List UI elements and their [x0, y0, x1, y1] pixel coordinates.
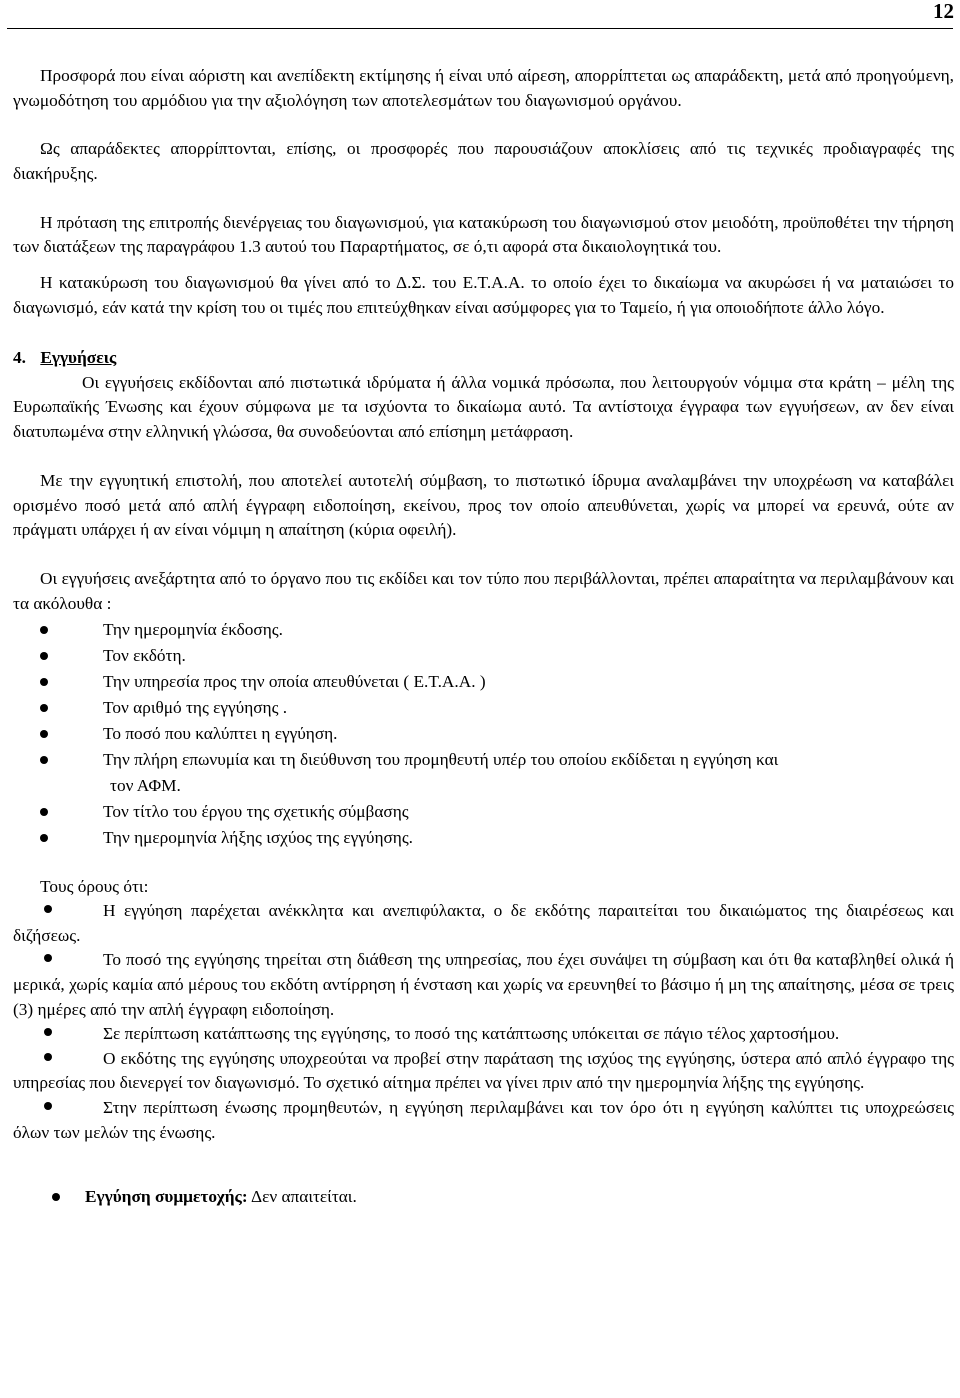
section-number: 4. — [13, 348, 26, 368]
participation-label: Εγγύηση συμμετοχής: — [85, 1187, 248, 1207]
bullet-icon — [40, 678, 48, 686]
term-item: Η εγγύηση παρέχεται ανέκκλητα και ανεπιφύλακτα, ο δε εκδότης παραιτείται του δικαιώματος της διαιρέσεως και διζήσεως. — [13, 901, 954, 945]
paragraph: Οι εγγυήσεις εκδίδονται από πιστωτικά ιδρύματα ή άλλα νομικά πρόσωπα, που λειτουργούν νόμιμα στα κράτη – μέλη της Ευρωπαϊκής Ένωσης και έχουν σύμφωνα με τα ισχύοντα το δικαίωμα αυτό. Τα αντίστοιχα έγγραφα των εγγυήσεων, αν δεν είναι διατυπωμένα στην ελληνική γλώσσα, θα συνοδεύονται από επίσημη μετάφραση. — [13, 372, 954, 442]
list-item: Την πλήρη επωνυμία και τη διεύθυνση του προμηθευτή υπέρ του οποίου εκδίδεται η εγγύηση και τον ΑΦΜ. — [13, 747, 954, 799]
bullet-icon — [40, 704, 48, 712]
paragraph: Ως απαράδεκτες απορρίπτονται, επίσης, οι προσφορές που παρουσιάζουν αποκλίσεις από τις τεχνικές προδιαγραφές της διακήρυξης. — [13, 139, 954, 183]
paragraph: Η κατακύρωση του διαγωνισμού θα γίνει από το Δ.Σ. του Ε.Τ.Α.Α. το οποίο έχει το δικαίωμα να ακυρώσει ή να ματαιώσει το διαγωνισμό, εάν κατά την κρίση του οι τιμές που επιτεύχθηκαν είναι ασύμφορες για το Ταμείο, ή για οποιοδήποτε άλλο λόγο. — [13, 273, 954, 317]
bullet-icon — [40, 652, 48, 660]
paragraph: Η πρόταση της επιτροπής διενέργειας του διαγωνισμού, για κατακύρωση του διαγωνισμού στον μειοδότη, προϋποθέτει την τήρηση των διατάξεων της παραγράφου 1.3 αυτού του Παραρτήματος, σε ό,τι αφορά στα δικαιολογητικά του. — [13, 212, 954, 257]
list-item: Τον τίτλο του έργου της σχετικής σύμβασης — [13, 799, 954, 825]
bullet-icon — [40, 834, 48, 842]
list-item: Τον αριθμό της εγγύησης . — [13, 695, 954, 721]
term-item: Ο εκδότης της εγγύησης υποχρεούται να προβεί στην παράταση της ισχύος της εγγύησης, ύστερα από απλό έγγραφο της υπηρεσίας που διενεργεί τον διαγωνισμό. Το σχετικό αίτημα πρέπει να γίνει πριν από την ημερομηνία λήξης της εγγύησης. — [13, 1048, 954, 1093]
bullet-icon — [44, 1053, 52, 1061]
list-item: Την ημερομηνία έκδοσης. — [13, 617, 954, 643]
section-heading — [13, 346, 954, 371]
requirements-list — [13, 617, 954, 851]
bullet-icon — [44, 1028, 52, 1036]
list-item: Την ημερομηνία λήξης ισχύος της εγγύησης. — [13, 825, 954, 851]
list-item: Την υπηρεσία προς την οποία απευθύνεται ( Ε.Τ.Α.Α. ) — [13, 669, 954, 695]
paragraph: Προσφορά που είναι αόριστη και ανεπίδεκτη εκτίμησης ή είναι υπό αίρεση, απορρίπτεται ως απαράδεκτη, μετά από προηγούμενη, γνωμοδότηση του αρμόδιου για την αξιολόγηση των αποτελεσμάτων του διαγωνισμού οργάνου. — [13, 66, 954, 110]
terms-label: Τους όρους ότι: — [40, 876, 149, 896]
participation-guarantee — [13, 1185, 954, 1210]
document-body — [13, 64, 954, 1210]
page-number: 12 — [933, 0, 954, 23]
list-item: Τον εκδότη. — [13, 643, 954, 669]
term-item: Στην περίπτωση ένωσης προμηθευτών, η εγγύηση περιλαμβάνει και τον όρο ότι η εγγύηση καλύπτει τις υποχρεώσεις όλων των μελών της ένωσης. — [13, 1097, 954, 1142]
bullet-icon — [44, 1102, 52, 1110]
bullet-icon — [52, 1193, 60, 1201]
bullet-icon — [40, 730, 48, 738]
paragraph: Με την εγγυητική επιστολή, που αποτελεί αυτοτελή σύμβαση, το πιστωτικό ίδρυμα αναλαμβάνει την υποχρέωση να καταβάλει ορισμένο ποσό μετά από απλή έγγραφη ειδοποίηση, εκείνου, προς τον οποίο απευθύνεται, χωρίς να μπορεί να ερευνά, ούτε αν πράγματι υπάρχει ή αν είναι νόμιμη η απαίτηση (κύρια οφειλή). — [13, 471, 954, 540]
header-rule — [7, 28, 953, 29]
bullet-icon — [44, 905, 52, 913]
paragraph: Οι εγγυήσεις ανεξάρτητα από το όργανο που τις εκδίδει και τον τύπο που περιβάλλονται, πρέπει απαραίτητα να περιλαμβάνουν και τα ακόλουθα : — [13, 569, 954, 613]
bullet-icon — [40, 626, 48, 634]
section-title: Εγγυήσεις — [40, 348, 117, 368]
term-item: Το ποσό της εγγύησης τηρείται στη διάθεση της υπηρεσίας, που έχει συνάψει τη σύμβαση και ότι θα καταβληθεί ολικά ή μερικά, χωρίς καμία από μέρους του εκδότη αντίρρηση ή ένσταση και χωρίς να ερευνηθεί το βάσιμο ή μη της απαίτησης, μέσα σε τρεις (3) ημέρες από την απλή έγγραφη ειδοποίηση. — [13, 950, 954, 1019]
bullet-icon — [44, 954, 52, 962]
terms-list — [13, 899, 954, 1145]
bullet-icon — [40, 756, 48, 764]
list-item-continuation: τον ΑΦΜ. — [110, 775, 181, 795]
participation-value: Δεν απαιτείται. — [247, 1187, 357, 1207]
term-item: Σε περίπτωση κατάπτωσης της εγγύησης, το ποσό της κατάπτωσης υπόκειται σε πάγιο τέλος χαρτοσήμου. — [13, 1022, 954, 1047]
bullet-icon — [40, 808, 48, 816]
list-item: Το ποσό που καλύπτει η εγγύηση. — [13, 721, 954, 747]
